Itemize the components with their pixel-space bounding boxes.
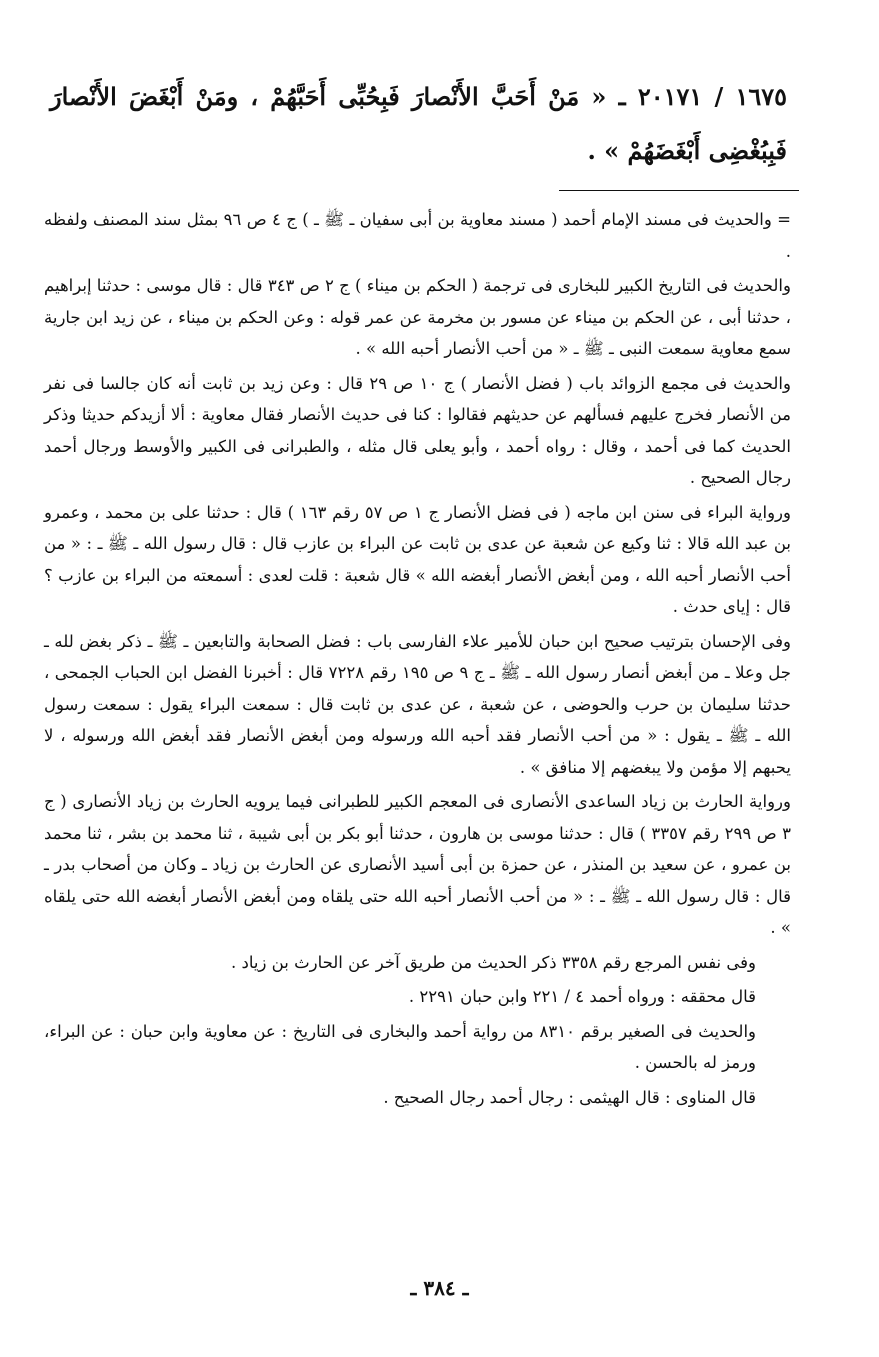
note-paragraph: قال المناوى : قال الهيثمى : رجال أحمد رجال الصحيح .	[383, 1087, 756, 1107]
note-paragraph: وفى الإحسان بترتيب صحيح ابن حبان للأمير علاء الفارسى باب : فضل الصحابة والتابعين ـ ﷺ ـ ذكر بغض لله ـ جل وعلا ـ من أبغض أنصار رسول الله ـ ﷺ ـ ج ٩ ص ١٩٥ رقم ٧٢٢٨ قال : أخبرنا الفضل ابن الحباب الجمحى ، حدثنا سليمان بن حرب والحوضى ، عن شعبة ، عن عدى بن ثابت قال : سمعت البراء يقول : سمعت رسول الله ـ ﷺ ـ يقول : « من أحب الأنصار فقد أحبه الله ورسوله ومن أبغض الأنصار فقد أبغض الله ورسوله ، لا يحبهم إلا مؤمن ولا يبغضهم إلا منافق » .	[44, 631, 791, 777]
note-paragraph: ورواية الحارث بن زياد الساعدى الأنصارى فى المعجم الكبير للطبرانى فيما يرويه الحارث بن زياد الأنصارى ( ج ٣ ص ٢٩٩ رقم ٣٣٥٧ ) قال : حدثنا موسى بن هارون ، حدثنا أبو بكر بن أبى شيبة ، ثنا محمد بن بشر ، ثنا محمد بن عمرو ، عن سعيد بن المنذر ، عن حمزة بن أبى أسيد الأنصارى عن الحارث بن زياد ـ وكان من أصحاب بدر ـ قال : قال رسول الله ـ ﷺ ـ : « من أحب الأنصار أحبه الله حتى يلقاه ومن أبغض الأنصار أبغضه الله حتى يلقاه » .	[44, 792, 791, 937]
hadith-text: ١٦٧٥ / ٢٠١٧١ ـ « مَنْ أَحَبَّ الأَنْصارَ فَبِحُبِّى أَحَبَّهُمْ ، ومَنْ أَبْغَضَ الأَنْصارَ فَبِبُغْضِى أَبْغَضَهُمْ » .	[50, 82, 787, 165]
note-paragraph: والحديث فى الصغير برقم ٨٣١٠ من رواية أحمد والبخارى فى التاريخ : عن معاوية وابن حبان : عن البراء، ورمز له بالحسن .	[44, 1021, 756, 1072]
note-paragraph: = والحديث فى مسند الإمام أحمد ( مسند معاوية بن أبى سفيان ـ ﷺ ـ ) ج ٤ ص ٩٦ بمثل سند المصنف ولفظه .	[44, 210, 791, 261]
note-paragraph: قال محققه : ورواه أحمد ٤ / ٢٢١ وابن حبان ٢٢٩١ .	[408, 987, 756, 1006]
footnotes	[44, 204, 791, 1116]
note-paragraph: والحديث فى مجمع الزوائد باب ( فضل الأنصار ) ج ١٠ ص ٢٩ قال : وعن زيد بن ثابت أنه كان جالسا فى نفر من الأنصار فخرج عليهم فسألهم عن حديثهم فقالوا : كنا فى حديث الأنصار فقال معاوية : ألا أزيدكم حديثا وذكر الحديث كما فى أحمد ، وقال : رواه أحمد ، وأبو يعلى قال مثله ، والطبرانى فى الكبير والأوسط ورجال أحمد رجال الصحيح .	[44, 373, 791, 487]
note-paragraph: والحديث فى التاريخ الكبير للبخارى فى ترجمة ( الحكم بن ميناء ) ج ٢ ص ٣٤٣ قال : قال موسى : حدثنا إبراهيم ، حدثنا أبى ، عن الحكم بن ميناء عن مسور بن مخرمة عن عمر قوله : وعن الحكم بن ميناء ، عن زيد ابن جارية سمع معاوية سمعت النبى ـ ﷺ ـ « من أحب الأنصار أحبه الله » .	[44, 276, 791, 358]
note-paragraph: وفى نفس المرجع رقم ٣٣٥٨ ذكر الحديث من طريق آخر عن الحارث بن زياد .	[231, 952, 756, 972]
page-number: ـ ٣٨٤ ـ	[410, 1276, 469, 1300]
note-paragraph: ورواية البراء فى سنن ابن ماجه ( فى فضل الأنصار ج ١ ص ٥٧ رقم ١٦٣ ) قال : حدثنا على بن محمد ، وعمرو بن عبد الله قالا : ثنا وكيع عن شعبة عن عدى بن ثابت عن البراء بن عازب قال : قال رسول الله ـ ﷺ ـ : « من أحب الأنصار أحبه الله ، ومن أبغض الأنصار أبغضه الله » قال شعبة : قلت لعدى : أسمعته من البراء بن عازب ؟ قال : إياى حدث .	[44, 502, 791, 616]
separator-line	[559, 190, 799, 191]
